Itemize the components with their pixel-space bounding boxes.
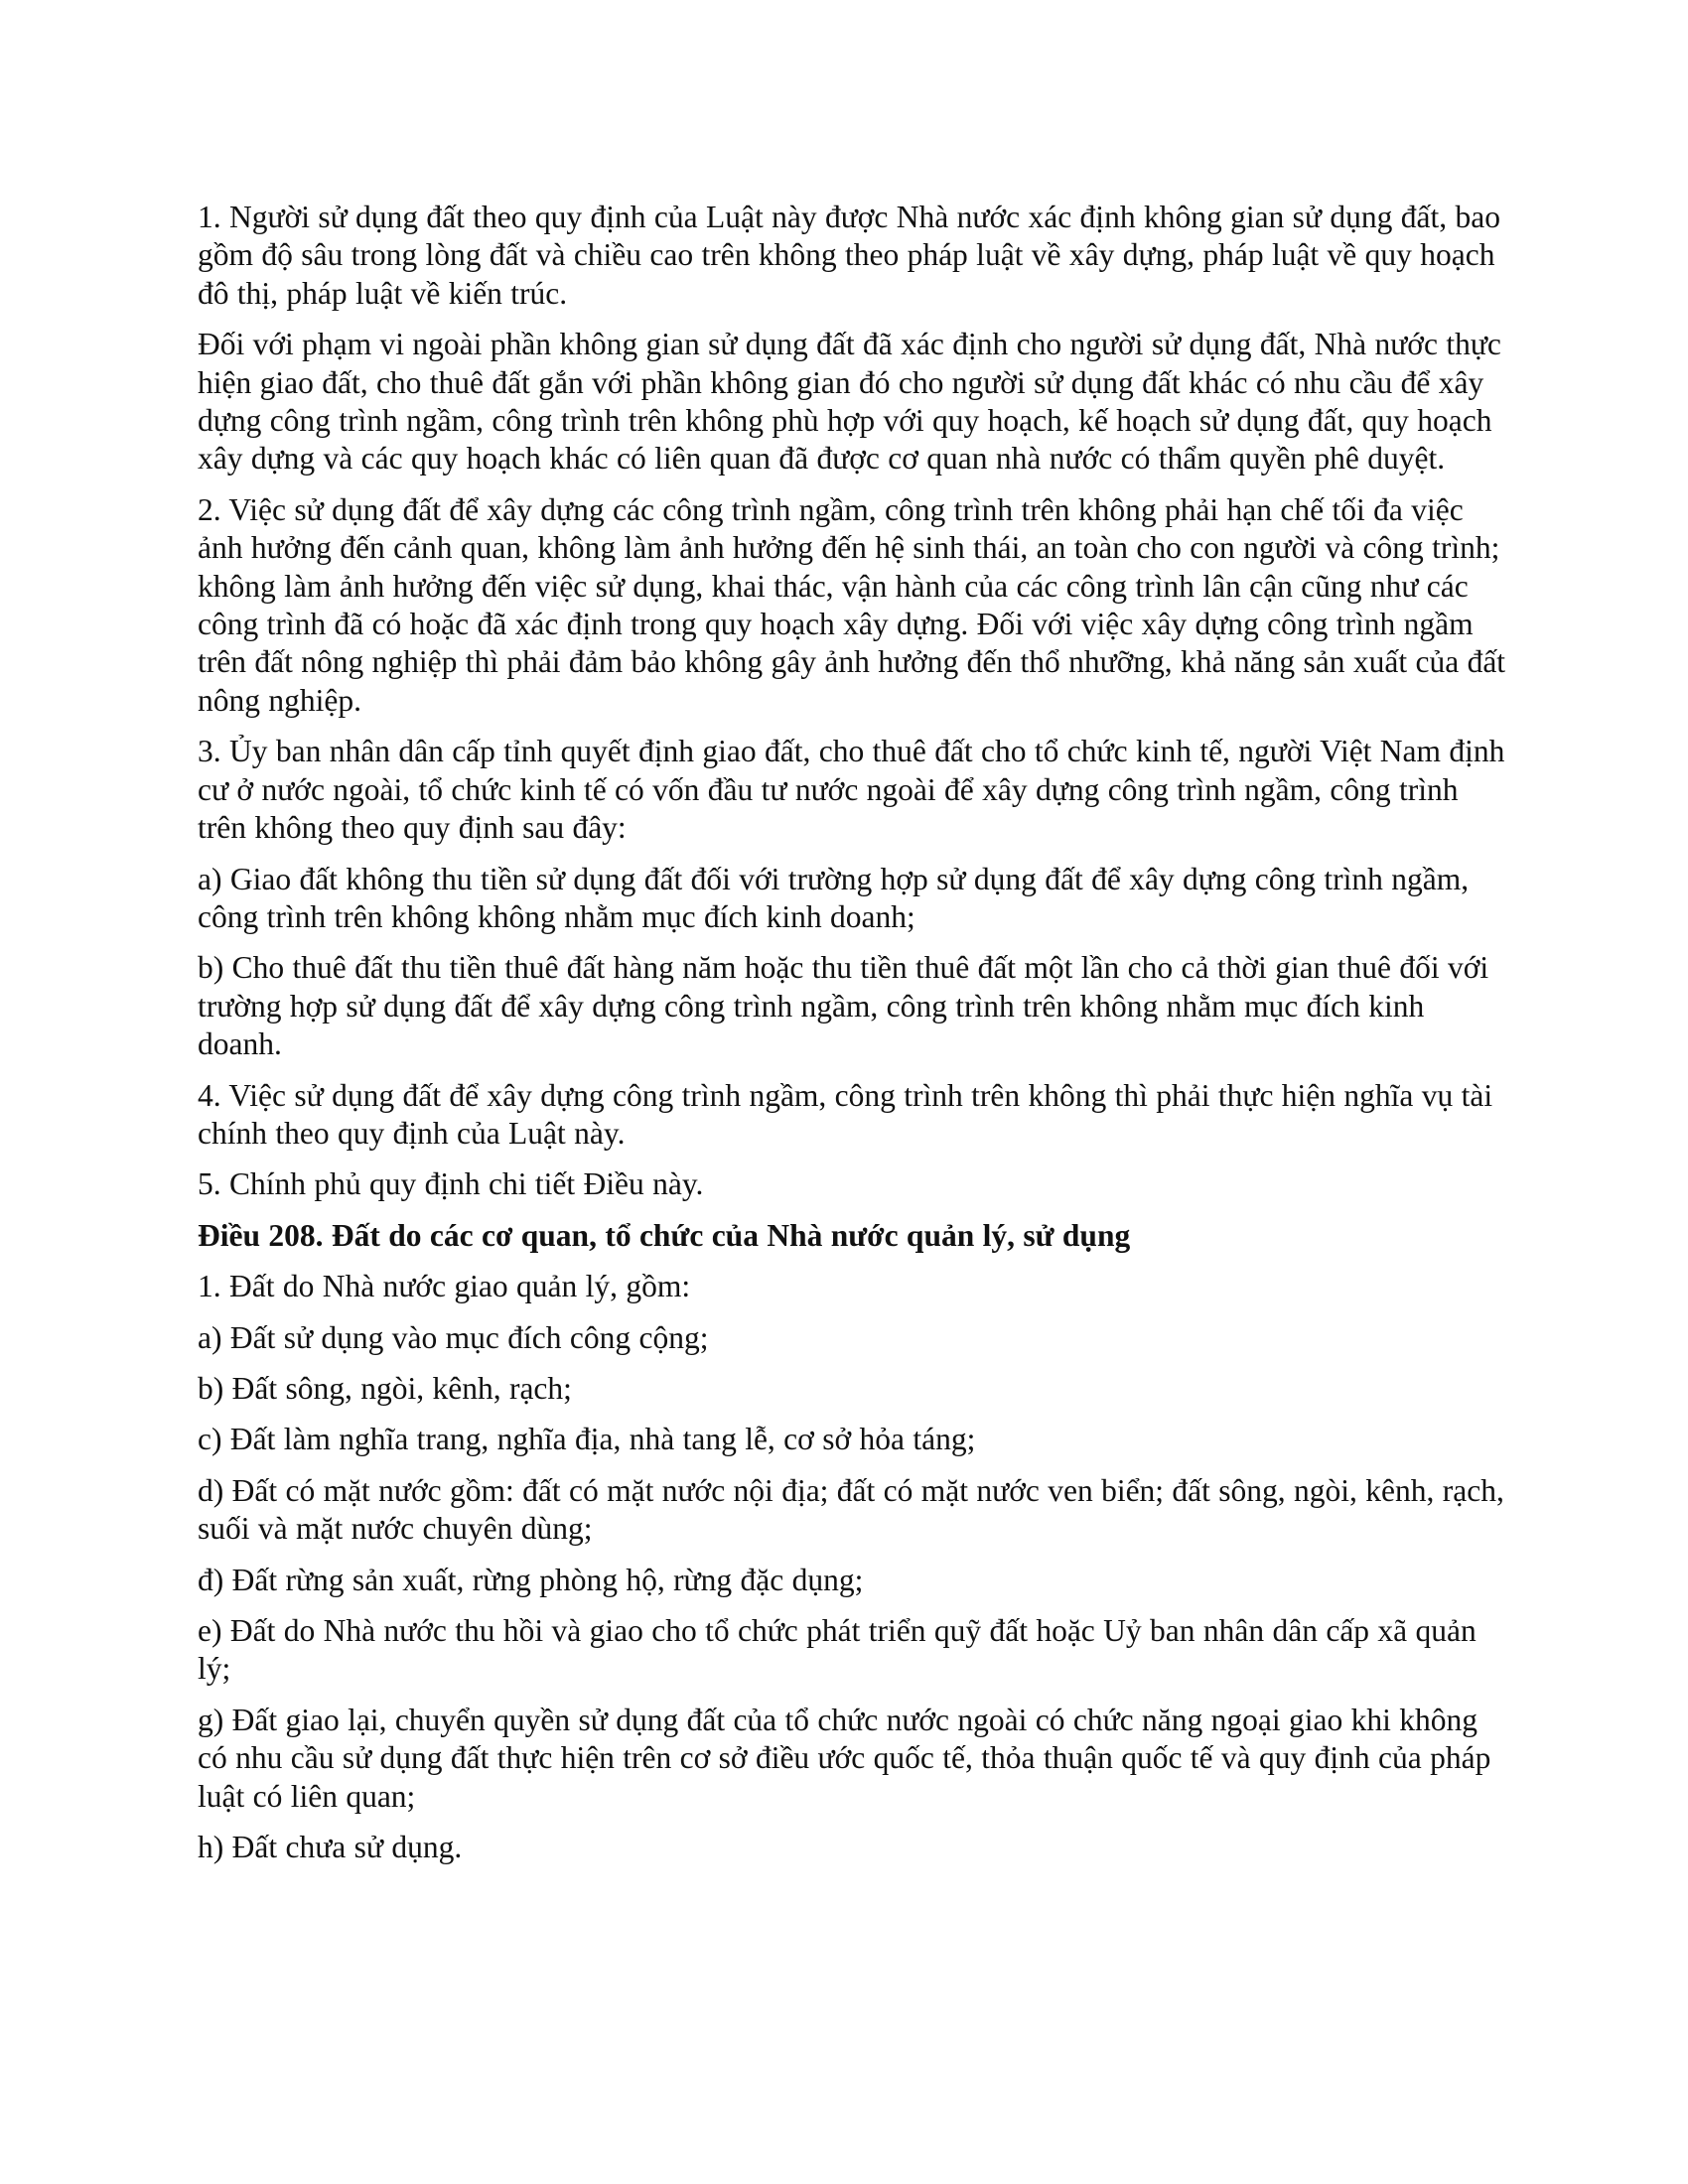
section-item-c: c) Đất làm nghĩa trang, nghĩa địa, nhà tang lễ, cơ sở hỏa táng; [198,1422,976,1457]
paragraph-3b: b) Cho thuê đất thu tiền thuê đất hàng năm hoặc thu tiền thuê đất một lần cho cả thời gian thuê đối với trường hợp sử dụng đất để xây dựng công trình ngầm, công trình trên không nhằm mục đích kinh doanh. [198,950,1489,1062]
section-item-h: h) Đất chưa sử dụng. [198,1830,463,1865]
section-item-g: g) Đất giao lại, chuyển quyền sử dụng đất của tổ chức nước ngoài có chức năng ngoại giao khi không có nhu cầu sử dụng đất thực hiện trên cơ sở điều ước quốc tế, thỏa thuận quốc tế và quy định của pháp luật có liên quan; [198,1702,1491,1814]
paragraph-5: 5. Chính phủ quy định chi tiết Điều này. [198,1166,704,1202]
paragraph-1: 1. Người sử dụng đất theo quy định của Luật này được Nhà nước xác định không gian sử dụng đất, bao gồm độ sâu trong lòng đất và chiều cao trên không theo pháp luật về xây dựng, pháp luật về quy hoạch đô thị, pháp luật về kiến trúc. [198,200,1500,311]
section-item-dd: đ) Đất rừng sản xuất, rừng phòng hộ, rừng đặc dụng; [198,1562,864,1597]
section-paragraph-1: 1. Đất do Nhà nước giao quản lý, gồm: [198,1269,691,1304]
article-heading: Điều 208. Đất do các cơ quan, tổ chức của Nhà nước quản lý, sử dụng [198,1217,1131,1253]
document-body [198,199,1508,1879]
section-item-d: d) Đất có mặt nước gồm: đất có mặt nước nội địa; đất có mặt nước ven biển; đất sông, ngòi, kênh, rạch, suối và mặt nước chuyên dùng; [198,1472,1504,1547]
paragraph-3a: a) Giao đất không thu tiền sử dụng đất đối với trường hợp sử dụng đất để xây dựng công trình ngầm, công trình trên không không nhằm mục đích kinh doanh; [198,861,1470,934]
paragraph-4: 4. Việc sử dụng đất để xây dựng công trình ngầm, công trình trên không thì phải thực hiện nghĩa vụ tài chính theo quy định của Luật này. [198,1077,1493,1151]
section-item-e: e) Đất do Nhà nước thu hồi và giao cho tổ chức phát triển quỹ đất hoặc Uỷ ban nhân dân cấp xã quản lý; [198,1613,1477,1687]
paragraph-1-continued: Đối với phạm vi ngoài phần không gian sử dụng đất đã xác định cho người sử dụng đất, Nhà nước thực hiện giao đất, cho thuê đất gắn với phần không gian đó cho người sử dụng đất khác có nhu cầu để xây dựng công trình ngầm, công trình trên không phù hợp với quy hoạch, kế hoạch sử dụng đất, quy hoạch xây dựng và các quy hoạch khác có liên quan đã được cơ quan nhà nước có thẩm quyền phê duyệt. [198,327,1501,477]
section-item-b: b) Đất sông, ngòi, kênh, rạch; [198,1370,572,1406]
paragraph-2: 2. Việc sử dụng đất để xây dựng các công trình ngầm, công trình trên không phải hạn chế tối đa việc ảnh hưởng đến cảnh quan, không làm ảnh hưởng đến hệ sinh thái, an toàn cho con người và công trình; không làm ảnh hưởng đến việc sử dụng, khai thác, vận hành của các công trình lân cận cũng như các công trình đã có hoặc đã xác định trong quy hoạch xây dựng. Đối với việc xây dựng công trình ngầm trên đất nông nghiệp thì phải đảm bảo không gây ảnh hưởng đến thổ nhưỡng, khả năng sản xuất của đất nông nghiệp. [198,491,1506,718]
paragraph-3: 3. Ủy ban nhân dân cấp tỉnh quyết định giao đất, cho thuê đất cho tổ chức kinh tế, người Việt Nam định cư ở nước ngoài, tổ chức kinh tế có vốn đầu tư nước ngoài để xây dựng công trình ngầm, công trình trên không theo quy định sau đây: [198,734,1505,846]
section-item-a: a) Đất sử dụng vào mục đích công cộng; [198,1319,709,1355]
